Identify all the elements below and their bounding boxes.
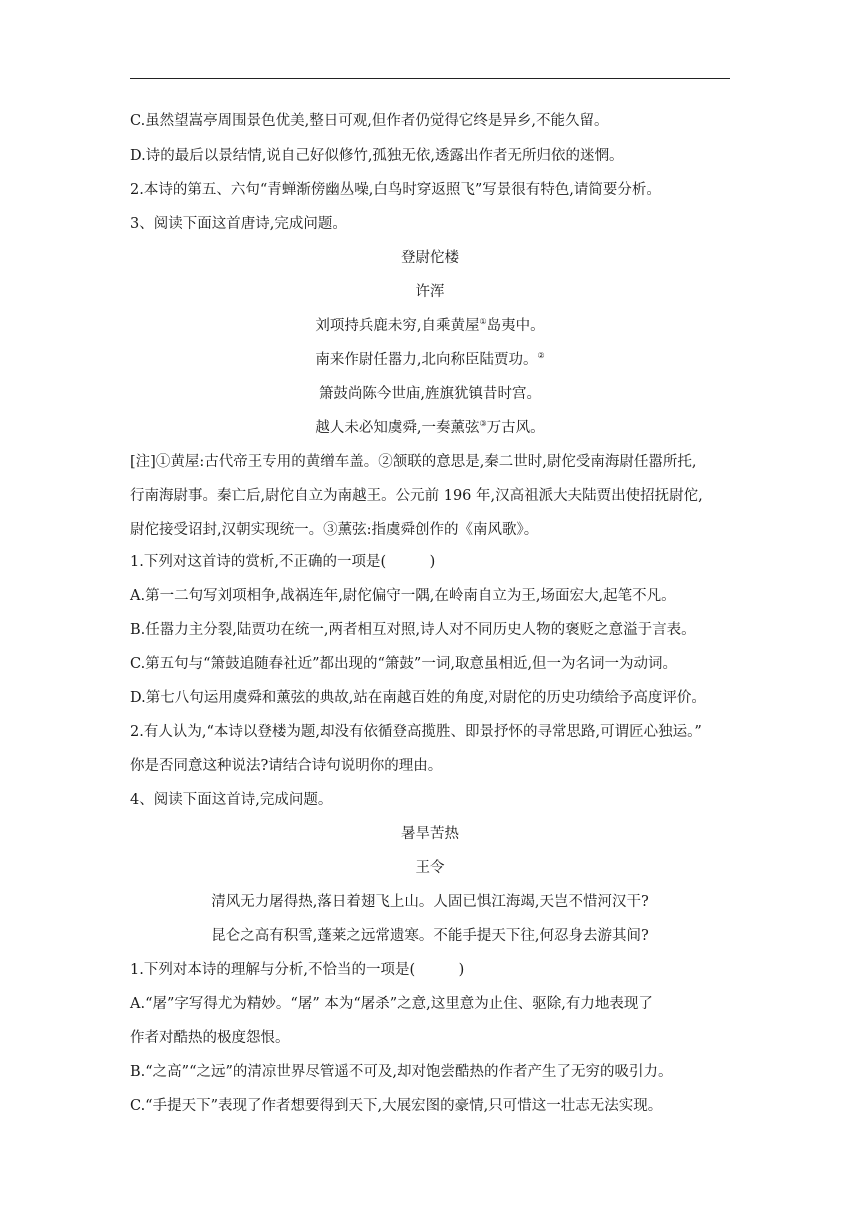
header-rule (130, 78, 730, 79)
q3-option-a: A.第一二句写刘项相争,战祸连年,尉佗偏守一隅,在岭南自立为王,场面宏大,起笔不凡。 (130, 588, 676, 604)
poem-3-line-1 (130, 316, 730, 336)
q2-option-d: D.诗的最后以景结情,说自己好似修竹,孤独无依,透露出作者无所归依的迷惘。 (130, 148, 624, 164)
poem-4-line-1: 清风无力屠得热,落日着翅飞上山。人固已惧江海竭,天岂不惜河汉干? (211, 894, 649, 910)
poem-3-line-2 (130, 350, 730, 370)
section-3-heading: 3、阅读下面这首唐诗,完成问题。 (130, 216, 347, 232)
footnote-marker-2: ② (537, 351, 545, 361)
poem-3-note-line-1: [注]①黄屋:古代帝王专用的黄缯车盖。②颔联的意思是,秦二世时,尉佗受南海尉任嚣所托, (130, 454, 697, 470)
q4-option-a-line-2: 作者对酷热的极度怨恨。 (130, 1030, 290, 1046)
poem-3-note-line-3: 尉佗接受诏封,汉朝实现统一。③薰弦:指虞舜创作的《南风歌》。 (130, 522, 539, 538)
poem-3-line-1-part-a: 刘项持兵鹿未穷,自乘黄屋 (315, 318, 480, 334)
poem-3-line-2-text: 南来作尉任嚣力,北向称臣陆贾功。 (315, 352, 538, 368)
poem-3-note-line-2: 行南海尉事。秦亡后,尉佗自立为南越王。公元前 196 年,汉高祖派大夫陆贾出使招抚尉佗, (130, 488, 703, 504)
poem-4-line-2: 昆仑之高有积雪,蓬莱之远常遗寒。不能手提天下往,何忍身去游其间? (211, 928, 649, 944)
q4-question-1: 1.下列对本诗的理解与分析,不恰当的一项是( ) (130, 962, 465, 978)
poem-3-line-1-part-b: 岛夷中。 (486, 318, 545, 334)
q3-option-b: B.任嚣力主分裂,陆贾功在统一,两者相互对照,诗人对不同历史人物的褒贬之意溢于言表。 (130, 622, 696, 638)
q4-option-a-line-1: A.“屠”字写得尤为精妙。“屠” 本为“屠杀”之意,这里意为止住、驱除,有力地表现了 (130, 996, 653, 1012)
poem-3-author: 许浑 (415, 284, 445, 300)
q3-question-1: 1.下列对这首诗的赏析,不正确的一项是( ) (130, 554, 436, 570)
q4-option-c: C.“手提天下”表现了作者想要得到天下,大展宏图的豪情,只可惜这一壮志无法实现。 (130, 1098, 663, 1114)
section-4-heading: 4、阅读下面这首诗,完成问题。 (130, 792, 333, 808)
poem-4-author: 王令 (415, 860, 445, 876)
q4-option-b: B.“之高”“之远”的清凉世界尽管遥不可及,却对饱尝酷热的作者产生了无穷的吸引力。 (130, 1064, 673, 1080)
poem-3-line-3: 箫鼓尚陈今世庙,旌旗犹镇昔时宫。 (318, 386, 542, 402)
poem-3-line-4-part-a: 越人未必知虞舜,一奏薰弦 (315, 420, 480, 436)
q2-question-2: 2.本诗的第五、六句“青蝉渐傍幽丛噪,白鸟时穿返照飞”写景很有特色,请简要分析。 (130, 182, 661, 198)
footnote-marker-1: ① (479, 317, 487, 327)
q3-question-2-line-2: 你是否同意这种说法?请结合诗句说明你的理由。 (130, 758, 443, 774)
poem-3-line-4-part-b: 万古风。 (486, 420, 545, 436)
q3-option-c: C.第五句与“箫鼓追随春社近”都出现的“箫鼓”一词,取意虽相近,但一为名词一为动词。 (130, 656, 678, 672)
q2-option-c: C.虽然望嵩亭周围景色优美,整日可观,但作者仍觉得它终是异乡,不能久留。 (130, 113, 609, 129)
poem-3-line-4 (130, 418, 730, 438)
footnote-marker-3: ③ (479, 419, 487, 429)
poem-4-title: 暑旱苦热 (401, 826, 459, 842)
q3-option-d: D.第七八句运用虞舜和薰弦的典故,站在南越百姓的角度,对尉佗的历史功绩给予高度评价。 (130, 690, 706, 706)
poem-3-title: 登尉佗楼 (401, 250, 459, 266)
q3-question-2-line-1: 2.有人认为,“本诗以登楼为题,却没有依循登高揽胜、即景抒怀的寻常思路,可谓匠心独运。” (130, 724, 702, 740)
